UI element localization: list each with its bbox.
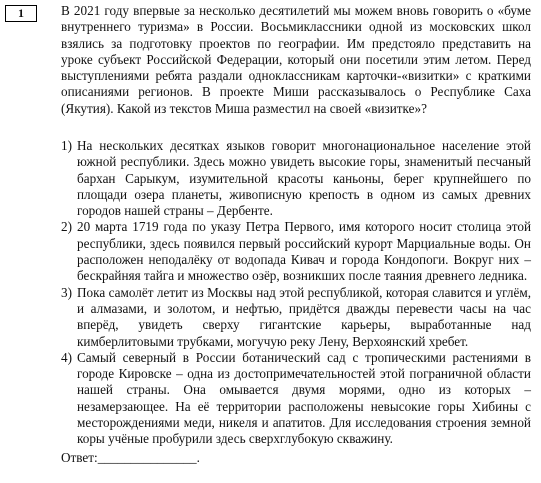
option-4	[61, 350, 531, 448]
option-number: 3)	[61, 284, 72, 300]
question-intro: В 2021 году впервые за несколько десятилетий мы можем вновь говорить о «буме внутреннего туризма» в России. Восьмиклассники одной из московских школ взялись за подготовку проектов по географии. Им предстояло представить на уроке субъект Российской Федерации, который они посетили этим летом. Перед выступлениями ребята раздали одноклассникам карточки-«визитки» с краткими описаниями регионов. В проекте Миши рассказывалось о Республике Саха (Якутия). Какой из текстов Миша разместил на своей «визитке»?	[61, 3, 531, 116]
answer-options	[61, 138, 531, 448]
option-3	[61, 285, 531, 350]
option-2	[61, 219, 531, 284]
answer-line[interactable]: Ответ:_______________.	[61, 450, 200, 465]
option-text: На нескольких десятках языков говорит многонациональное население этой южной республики. Здесь можно увидеть высокие горы, знаменитый песчаный бархан Сарыкум, изумительной красоты каньоны, берег крупнейшего по площади озера планеты, живописную крепость в одном из самых древних городов нашей страны – Дербенте.	[77, 138, 531, 219]
question-text	[61, 3, 531, 117]
question-number-box: 1	[5, 5, 37, 22]
option-number: 1)	[61, 138, 72, 153]
option-text: Самый северный в России ботанический сад с тропическими растениями в городе Кировске – одна из достопримечательностей этой пограничной области нашей страны. Она омывается двумя морями, одно из которых – незамерзающее. На её территории расположены невысокие горы Хибины с месторождениями меди, никеля и апатитов. Для исследования строения земной коры учёные пробурили здесь сверхглубокую скважину.	[77, 349, 531, 447]
option-1	[61, 138, 531, 219]
option-text: Пока самолёт летит из Москвы над этой республикой, которая славится и углём, и алмазами, и золотом, и нефтью, придётся дважды перевести часы на час вперёд, увидеть сверху гигантские карьеры, выработанные над кимберлитовыми трубками, могучую реку Лену, Верхоянский хребет.	[77, 284, 531, 349]
option-text: 20 марта 1719 года по указу Петра Первого, имя которого носит столица этой республики, здесь появился первый российский курорт Марциальные воды. Он расположен неподалёку от водопада Кивач и города Кондопоги. Вокруг них – бескрайняя тайга и множество озёр, возникших после таяния древнего ледника.	[77, 219, 531, 284]
option-number: 4)	[61, 349, 72, 365]
option-number: 2)	[61, 219, 72, 235]
